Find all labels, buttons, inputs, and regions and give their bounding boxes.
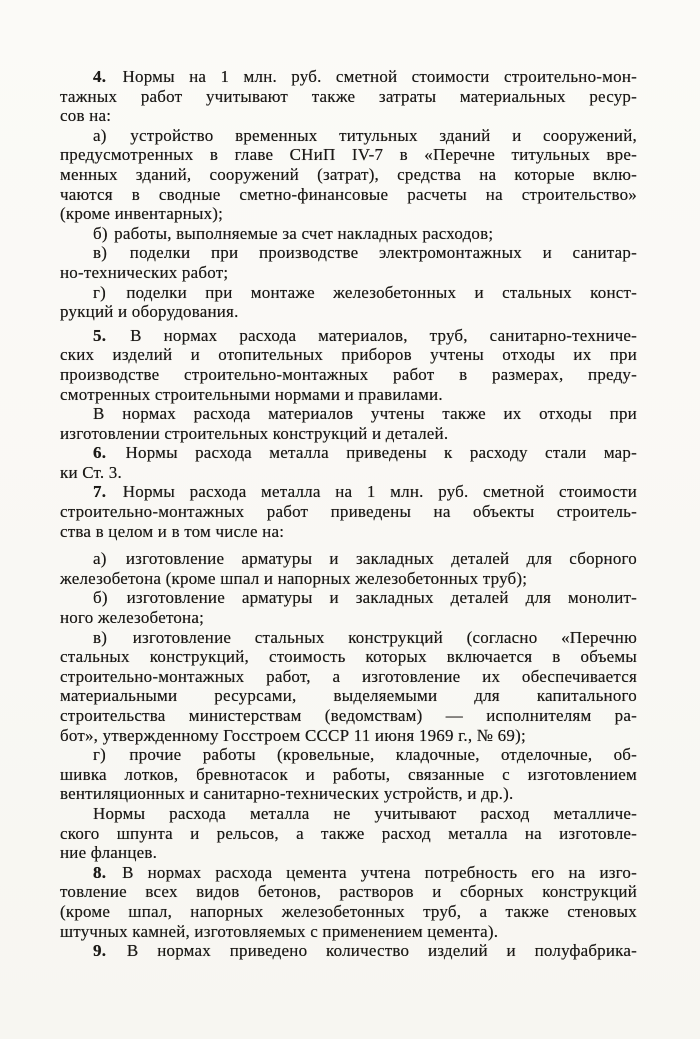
- paragraph: [60, 243, 637, 282]
- text-line: г) поделки при монтаже железобетонных и стальных конст-: [93, 282, 637, 302]
- item-number: 8.: [93, 862, 107, 882]
- paragraph: [60, 67, 637, 126]
- text-line: шивка лотков, бревнотасок и работы, связанные с изготовлением: [60, 764, 637, 784]
- text-line: г) прочие работы (кровельные, кладочные, отделочные, об-: [93, 745, 637, 765]
- text-line: изготовлении строительных конструкций и деталей.: [60, 423, 449, 443]
- text-line: строительства министерствам (ведомствам) — исполнителям ра-: [60, 706, 637, 725]
- text-line: ного железобетона;: [60, 608, 205, 628]
- text-line: менных зданий, сооружений (затрат), средства на которые вклю-: [60, 164, 637, 184]
- text-line: чаются в сводные сметно-финансовые расчеты на строительство»: [60, 184, 637, 204]
- item-letter: б): [93, 588, 108, 608]
- paragraph: [60, 804, 637, 863]
- paragraph: [60, 941, 637, 961]
- item-number: 4.: [93, 67, 107, 86]
- text-line: ние фланцев.: [60, 843, 158, 863]
- text-line: бот», утвержденному Госстроем СССР 11 июня 1969 г., № 69);: [60, 725, 526, 745]
- text-line: железобетона (кроме шпал и напорных железобетонных труб);: [60, 568, 528, 588]
- text-line: б) работы, выполняемые за счет накладных расходов;: [93, 223, 494, 243]
- text-line: 6. Нормы расхода металла приведены к расходу стали мар-: [93, 443, 637, 463]
- paragraph: [60, 588, 637, 627]
- item-letter: а): [93, 125, 107, 145]
- item-letter: в): [93, 243, 108, 263]
- item-number: 6.: [93, 443, 107, 463]
- paragraph: [60, 482, 637, 541]
- paragraph: [60, 745, 637, 804]
- text-line: стальных конструкций, стоимость которых включается в объемы: [60, 647, 637, 667]
- text-line: но-технических работ;: [60, 262, 229, 282]
- item-letter: б): [93, 223, 108, 243]
- text-line: Нормы расхода металла не учитывают расход металличе-: [93, 803, 637, 823]
- item-letter: а): [93, 549, 107, 569]
- text-line: 4. Нормы на 1 млн. руб. сметной стоимости строительно-мон-: [93, 67, 637, 86]
- text-line: 8. В нормах расхода цемента учтена потребность его на изго-: [93, 862, 637, 882]
- item-number: 5.: [93, 325, 107, 345]
- text-line: а) устройство временных титульных зданий и сооружений,: [93, 125, 637, 145]
- text-line: (кроме инвентарных);: [60, 204, 224, 224]
- text-line: 9. В нормах приведено количество изделий и полуфабрика-: [93, 941, 637, 961]
- text-line: штучных камней, изготовляемых с применением цемента).: [60, 921, 499, 941]
- text-line: (кроме шпал, напорных железобетонных труб, а также стеновых: [60, 901, 637, 921]
- text-line: а) изготовление арматуры и закладных деталей для сборного: [93, 549, 637, 569]
- paragraph: [60, 863, 637, 941]
- text-line: производстве строительно-монтажных работ в размерах, преду-: [60, 364, 637, 384]
- text-line: в) изготовление стальных конструкций (согласно «Перечню: [93, 627, 637, 647]
- text-line: вентиляционных и санитарно-технических устройств, и др.).: [60, 784, 514, 804]
- text-line: сов на:: [60, 106, 112, 126]
- paragraph: [60, 283, 637, 322]
- paragraph: [60, 126, 637, 224]
- item-number: 7.: [93, 482, 107, 502]
- paragraph: [60, 443, 637, 482]
- text-line: В нормах расхода материалов учтены также их отходы при: [93, 404, 637, 424]
- text-line: рукций и оборудования.: [60, 302, 239, 322]
- text-line: ского шпунта и рельсов, а также расход металла на изготовле-: [60, 823, 637, 843]
- paragraph: [60, 326, 637, 404]
- text-line: ки Ст. 3.: [60, 462, 122, 482]
- text-line: материальными ресурсами, выделяемыми для капитального: [60, 686, 637, 706]
- text-line: товление всех видов бетонов, растворов и сборных конструкций: [60, 882, 637, 902]
- item-letter: г): [93, 745, 107, 765]
- text-line: предусмотренных в главе СНиП IV-7 в «Перечне титульных вре-: [60, 145, 637, 165]
- text-line: строительно-монтажных работ, а изготовление их обеспечивается: [60, 666, 637, 686]
- text-line: ства в целом и в том числе на:: [60, 521, 285, 541]
- paragraph: [60, 549, 637, 588]
- text-line: в) поделки при производстве электромонтажных и санитар-: [93, 243, 637, 263]
- paragraph: [60, 224, 637, 244]
- item-letter: в): [93, 627, 108, 647]
- text-line: строительно-монтажных работ приведены на объекты строитель-: [60, 502, 637, 522]
- item-letter: г): [93, 282, 107, 302]
- paragraph: [60, 628, 637, 746]
- text-line: 7. Нормы расхода металла на 1 млн. руб. сметной стоимости: [93, 482, 637, 502]
- text-line: тажных работ учитывают также затраты материальных ресур-: [60, 86, 637, 106]
- document-text-block: [60, 67, 637, 961]
- text-line: ских изделий и отопительных приборов учтены отходы их при: [60, 345, 637, 365]
- text-line: б) изготовление арматуры и закладных деталей для монолит-: [93, 588, 637, 608]
- paragraph: [60, 404, 637, 443]
- text-line: 5. В нормах расхода материалов, труб, санитарно-техниче-: [93, 325, 637, 345]
- text-line: смотренных строительными нормами и правилами.: [60, 384, 443, 404]
- item-number: 9.: [93, 941, 107, 961]
